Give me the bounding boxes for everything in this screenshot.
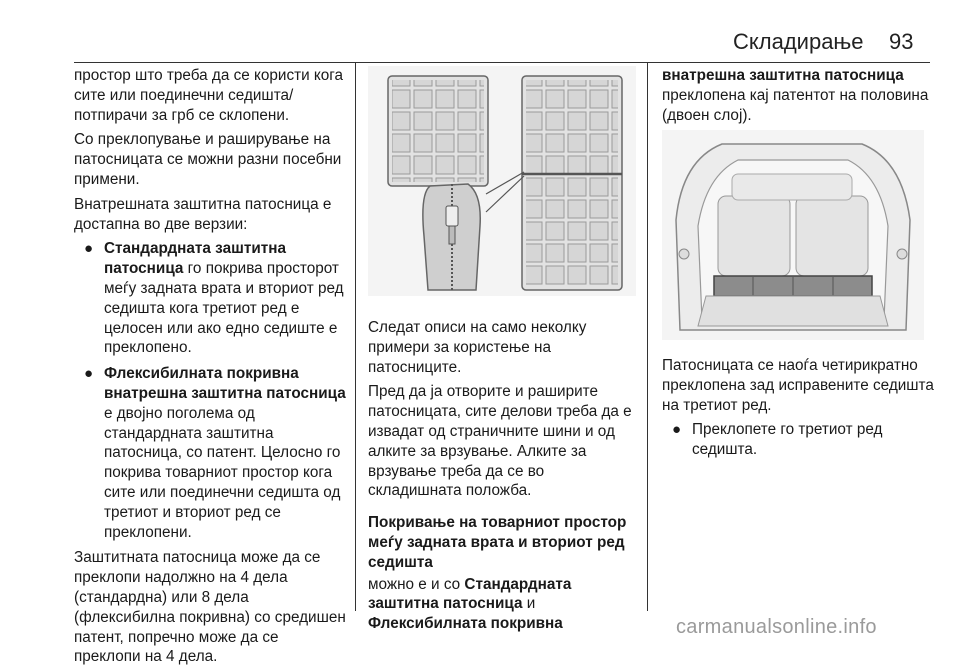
term: Стандардната заштитна патосница [368,575,572,613]
subheading-text: Покривање на товарниот простор меѓу задната врата и вториот ред седишта [368,514,627,571]
paragraph: преклопена кај патентот на половина (двоен слој). [662,86,929,124]
cargo-area-figure [662,130,924,340]
paragraph: Следат описи на само неколку примери за користење на патосниците. [368,319,587,376]
column-divider-1 [355,63,356,611]
column-3-top [662,66,934,130]
term-description: го покрива просторот меѓу задната врата и вториот ред седишта кога третиот ред е целосен или ако едно седиште е преклопено. [104,260,344,357]
bullet-icon: ● [84,240,94,258]
text-span: и [522,595,536,613]
term: Стандардната заштитна патосница [104,240,286,278]
list-item [662,420,934,460]
paragraph: Патосницата се наоѓа четирикратно преклопена зад исправените седишта на третиот ред. [662,357,934,414]
mat-zipper-illustration [368,66,636,296]
column-divider-2 [647,63,648,611]
term: Флексибилната покривна внатрешна заштитна патосница [104,365,346,402]
list-item [74,364,346,542]
subheading [662,66,934,86]
subheading-text: внатрешна заштитна патосница [662,67,904,84]
paragraph: Со преклопување и раширување на патосницата се можни разни посебни примени. [74,131,342,188]
paragraph: Пред да ја отворите и раширите патосницата, сите делови треба да е извадат од страничните шини и од алките за врзување. Алките за врзување треба да се во складишната положба. [368,383,632,500]
term: Флексибилната покривна [368,615,563,633]
mat-zipper-figure [368,66,636,296]
paragraph: Заштитната патосница може да се преклопи надолжно на 4 дела (стандардна) или 8 дела (флексибилна покривна) со средишен патент, попречно може да се преклопи на 4 дела. [74,549,346,666]
bullet-icon: ● [84,365,94,383]
term-description: е двојно поголема од стандардната заштитна патосница, со патент. Целосно го покрива товарниот простор кога сите или поединечни седишта од третиот и вториот ред се преклопени. [104,404,341,541]
column-1 [74,66,346,672]
cargo-area-illustration [662,130,924,340]
page-number: 93 [889,29,914,54]
column-3-bottom [662,356,934,466]
list-item [74,239,346,358]
paragraph: Внатрешната заштитна патосница е достапна во две верзии: [74,195,332,233]
header-divider [74,62,930,63]
subheading [368,513,640,572]
page-header [0,0,960,60]
section-title: Складирање [733,29,864,54]
paragraph [368,575,640,634]
bullet-icon: ● [672,421,682,439]
paragraph: простор што треба да се користи кога сите или поединечни седишта/потпирачи за грб се склопени. [74,67,344,124]
list-item-text: Преклопете го третиот ред седишта. [692,421,883,459]
watermark: carmanualsonline.info [676,616,877,638]
text-span: можно е и со [368,575,465,593]
column-2 [368,318,640,639]
